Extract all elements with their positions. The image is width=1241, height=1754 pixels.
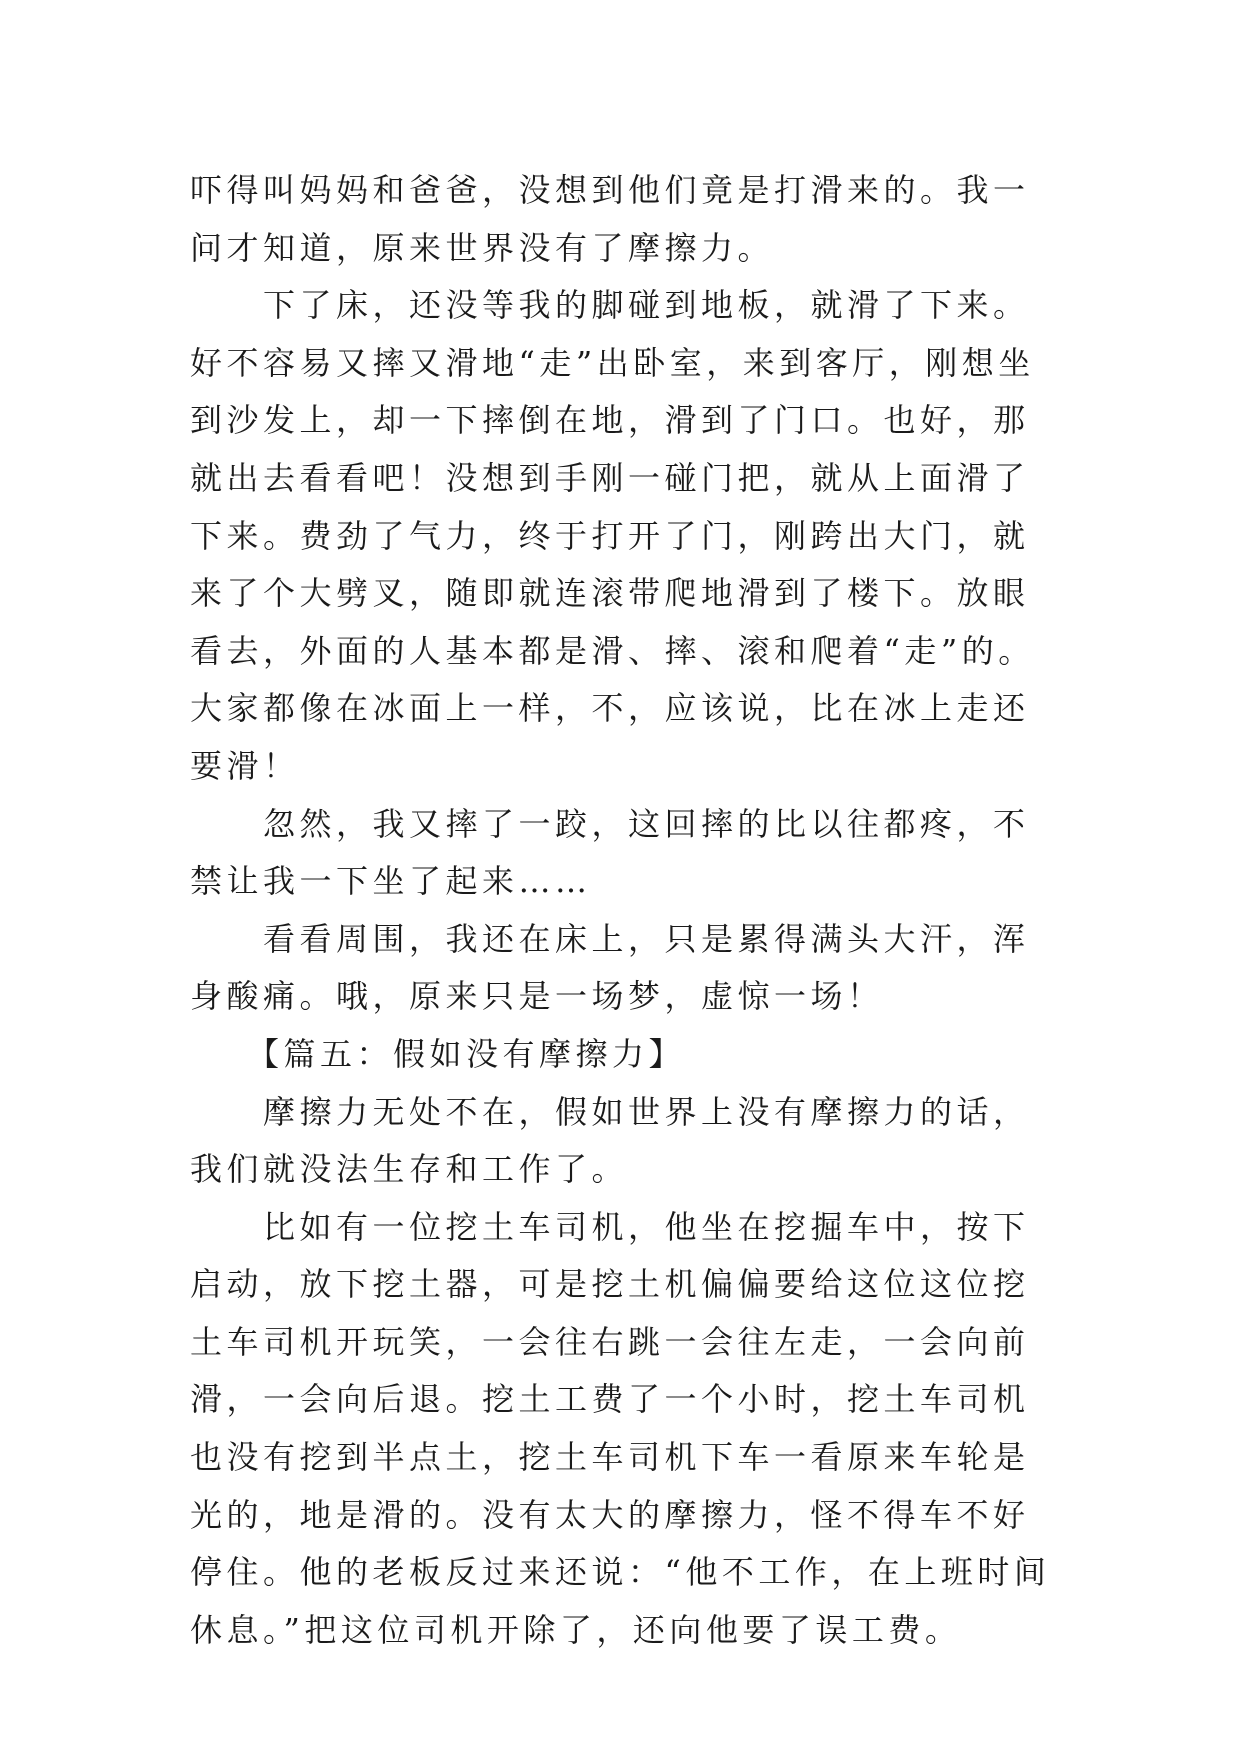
document-body (190, 162, 1054, 1659)
paragraph: 下了床，还没等我的脚碰到地板，就滑了下来。好不容易又摔又滑地“走”出卧室，来到客厅，刚想坐到沙发上，却一下摔倒在地，滑到了门口。也好，那就出去看看吧！没想到手刚一碰门把，就从上面滑了下来。费劲了气力，终于打开了门，刚跨出大门，就来了个大劈叉，随即就连滚带爬地滑到了楼下。放眼看去，外面的人基本都是滑、摔、滚和爬着“走”的。大家都像在冰面上一样，不，应该说，比在冰上走还要滑！ (190, 286, 1035, 785)
paragraph: 摩擦力无处不在，假如世界上没有摩擦力的话，我们就没法生存和工作了。 (190, 1092, 1030, 1189)
paragraph: 比如有一位挖土车司机，他坐在挖掘车中，按下启动，放下挖土器，可是挖土机偏偏要给这位这位挖土车司机开玩笑，一会往右跳一会往左走，一会向前滑，一会向后退。挖土工费了一个小时，挖土车司机也没有挖到半点土，挖土车司机下车一看原来车轮是光的，地是滑的。没有太大的摩擦力，怪不得车不好停住。他的老板反过来还说：“他不工作，在上班时间休息。”把这位司机开除了，还向他要了误工费。 (190, 1207, 1051, 1649)
paragraph: 忽然，我又摔了一跤，这回摔的比以往都疼，不禁让我一下坐了起来…… (190, 804, 1030, 901)
paragraph: 吓得叫妈妈和爸爸，没想到他们竟是打滑来的。我一问才知道，原来世界没有了摩擦力。 (190, 171, 1030, 267)
section-heading: 【篇五：假如没有摩擦力】 (190, 1034, 686, 1073)
paragraph: 看看周围，我还在床上，只是累得满头大汗，浑身酸痛。哦，原来只是一场梦，虚惊一场！ (190, 919, 1030, 1016)
